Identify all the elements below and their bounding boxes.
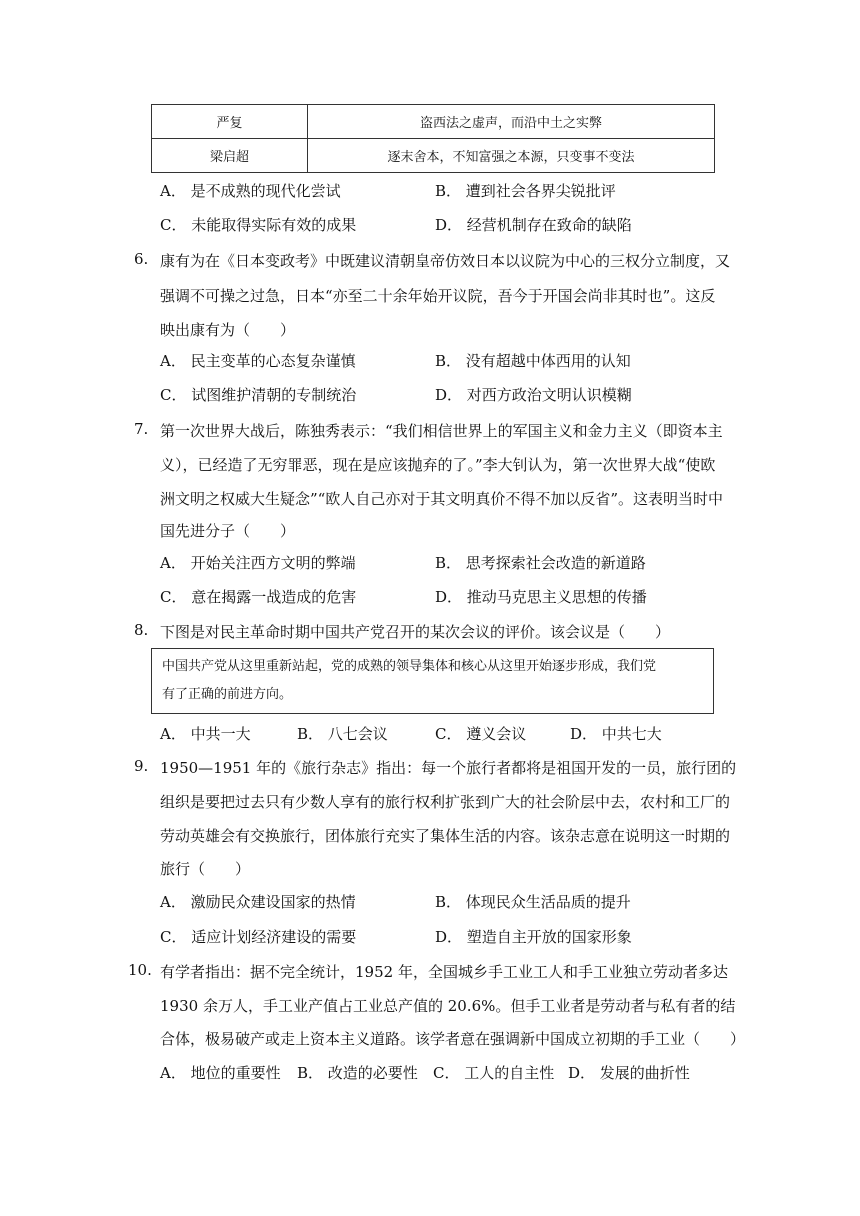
q9-stem-line: 1950—1951 年的《旅行杂志》指出：每一个旅行者都将是祖国开发的一员，旅行团的 bbox=[160, 759, 737, 777]
q7-option-c: C． 意在揭露一战造成的危害 bbox=[160, 588, 357, 606]
q6-option-c: C． 试图维护清朝的专制统治 bbox=[160, 386, 357, 404]
q6-number: 6. bbox=[134, 250, 149, 268]
q9-stem-line: 组织是要把过去只有少数人享有的旅行权利扩张到广大的社会阶层中去，农村和工厂的 bbox=[160, 793, 731, 811]
table-cell-person: 梁启超 bbox=[152, 139, 308, 173]
q8-option-b: B． 八七会议 bbox=[297, 725, 388, 743]
q10-option-a: A． 地位的重要性 bbox=[160, 1064, 281, 1082]
q6-option-b: B． 没有超越中体西用的认知 bbox=[435, 352, 631, 370]
quote-line: 中国共产党从这里重新站起，党的成熟的领导集体和核心从这里开始逐步形成，我们党 bbox=[162, 659, 657, 674]
q6-stem-line: 映出康有为（ ） bbox=[160, 321, 296, 339]
q9-stem-line: 旅行（ ） bbox=[160, 860, 251, 878]
q10-option-d: D． 发展的曲折性 bbox=[568, 1064, 690, 1082]
q10-option-c: C． 工人的自主性 bbox=[433, 1064, 555, 1082]
q7-stem-line: 第一次世界大战后，陈独秀表示：“我们相信世界上的军国主义和金力主义（即资本主 bbox=[160, 422, 723, 440]
q8-option-a: A． 中共一大 bbox=[160, 725, 251, 743]
q8-option-d: D． 中共七大 bbox=[570, 725, 662, 743]
q9-option-a: A． 激励民众建设国家的热情 bbox=[160, 893, 356, 911]
table-row bbox=[152, 105, 715, 139]
quote-box bbox=[151, 648, 714, 714]
quote-line: 有了正确的前进方向。 bbox=[162, 687, 293, 702]
table-cell-quote: 逐末舍本，不知富强之本源，只变事不变法 bbox=[308, 139, 715, 173]
q9-option-c: C． 适应计划经济建设的需要 bbox=[160, 928, 357, 946]
q7-number: 7. bbox=[134, 420, 149, 438]
q5-option-d: D． 经营机制存在致命的缺陷 bbox=[435, 216, 632, 234]
q8-stem-line: 下图是对民主革命时期中国共产党召开的某次会议的评价。该会议是（ ） bbox=[160, 623, 671, 641]
q5-option-c: C． 未能取得实际有效的成果 bbox=[160, 216, 357, 234]
table-cell-quote: 盗西法之虚声，而沿中土之实弊 bbox=[308, 105, 715, 139]
q10-option-b: B． 改造的必要性 bbox=[297, 1064, 418, 1082]
q9-stem-line: 劳动英雄会有交换旅行，团体旅行充实了集体生活的内容。该杂志意在说明这一时期的 bbox=[160, 827, 731, 845]
q10-stem-line: 合体，极易破产或走上资本主义道路。该学者意在强调新中国成立初期的手工业（ ） bbox=[160, 1030, 746, 1048]
q7-option-a: A． 开始关注西方文明的弊端 bbox=[160, 554, 356, 572]
q5-option-a: A． 是不成熟的现代化尝试 bbox=[160, 182, 341, 200]
q10-number: 10. bbox=[128, 961, 152, 979]
q6-option-a: A． 民主变革的心态复杂谨慎 bbox=[160, 352, 356, 370]
q7-stem-line: 义），已经造了无穷罪恶，现在是应该抛弃的了。”李大钊认为，第一次世界大战“使欧 bbox=[160, 456, 716, 474]
comparison-table bbox=[151, 104, 715, 173]
q6-stem-line: 康有为在《日本变政考》中既建议清朝皇帝仿效日本以议院为中心的三权分立制度，又 bbox=[160, 252, 731, 270]
table-cell-person: 严复 bbox=[152, 105, 308, 139]
q10-stem-line: 1930 余万人，手工业产值占工业总产值的 20.6%。但手工业者是劳动者与私有者的结 bbox=[160, 997, 736, 1015]
q7-stem-line: 洲文明之权威大生疑念”“欧人自己亦对于其文明真价不得不加以反省”。这表明当时中 bbox=[160, 490, 724, 508]
q7-option-b: B． 思考探索社会改造的新道路 bbox=[435, 554, 646, 572]
q8-number: 8. bbox=[134, 621, 149, 639]
q7-option-d: D． 推动马克思主义思想的传播 bbox=[435, 588, 647, 606]
q7-stem-line: 国先进分子（ ） bbox=[160, 522, 296, 540]
q5-option-b: B． 遭到社会各界尖锐批评 bbox=[435, 182, 616, 200]
q9-number: 9. bbox=[134, 757, 149, 775]
q9-option-b: B． 体现民众生活品质的提升 bbox=[435, 893, 631, 911]
q10-stem-line: 有学者指出：据不完全统计，1952 年，全国城乡手工业工人和手工业独立劳动者多达 bbox=[160, 963, 728, 981]
q6-stem-line: 强调不可操之过急，日本“亦至二十余年始开议院，吾今于开国会尚非其时也”。这反 bbox=[160, 287, 716, 305]
q8-option-c: C． 遵义会议 bbox=[435, 725, 527, 743]
q9-option-d: D． 塑造自主开放的国家形象 bbox=[435, 928, 632, 946]
table-row bbox=[152, 139, 715, 173]
q6-option-d: D． 对西方政治文明认识模糊 bbox=[435, 386, 632, 404]
